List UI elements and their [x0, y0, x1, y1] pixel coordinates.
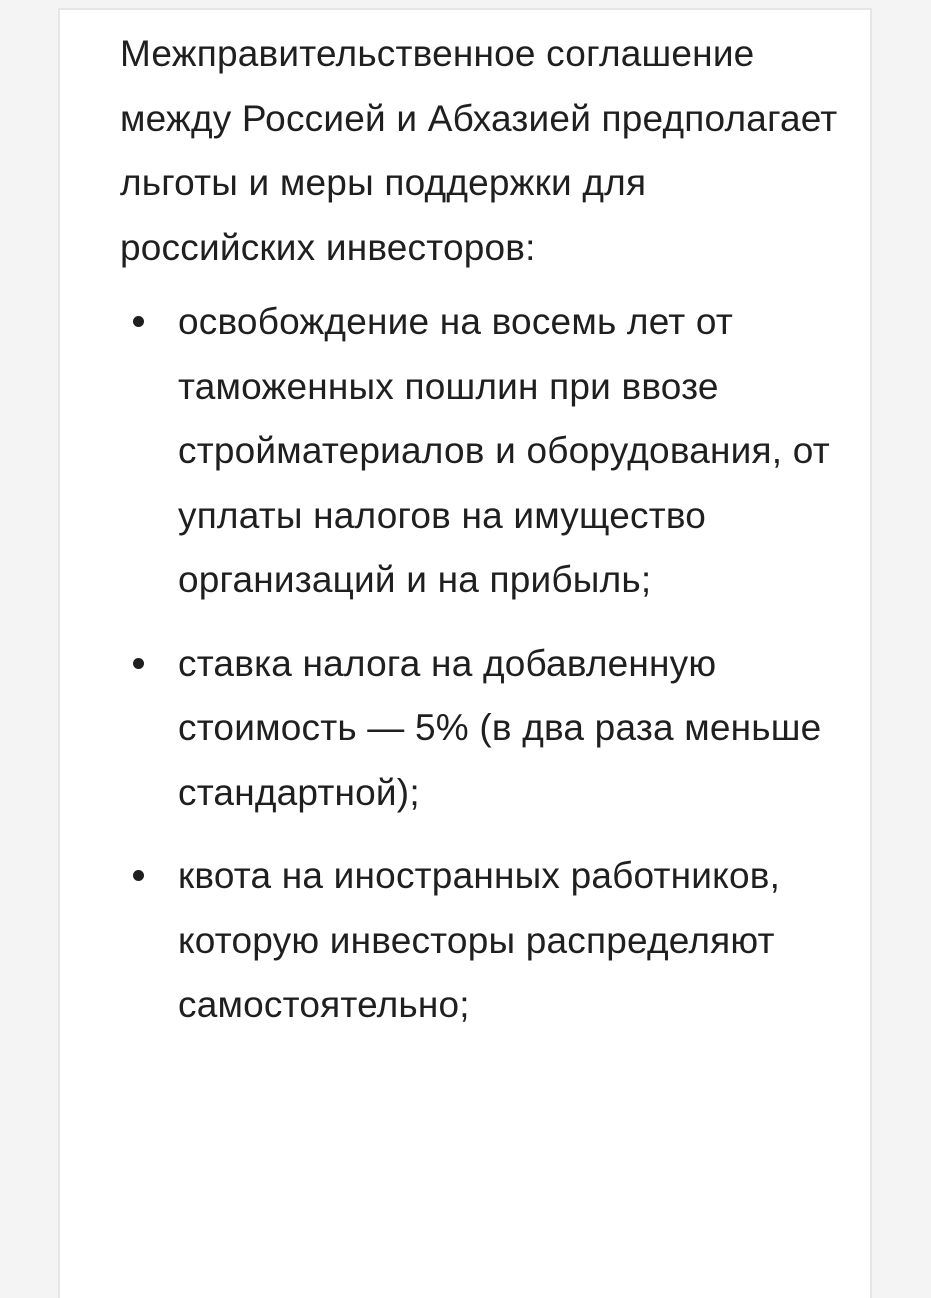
bullet-icon [133, 316, 144, 327]
benefits-list [120, 290, 840, 1038]
article-body [120, 22, 840, 1057]
list-item [120, 844, 840, 1038]
bullet-icon [133, 658, 144, 669]
intro-paragraph: Межправительственное соглашение между Россией и Абхазией предполагает льготы и меры поддержки для российских инвесторов: [120, 33, 838, 268]
bullet-icon [133, 870, 144, 881]
list-item [120, 632, 840, 826]
list-item-text: освобождение на восемь лет от таможенных пошлин при ввозе стройматериалов и оборудования, от уплаты налогов на имущество организаций и на прибыль; [178, 301, 830, 600]
list-item-text: ставка налога на добавленную стоимость — 5% (в два раза меньше стандартной); [178, 642, 822, 813]
list-item [120, 290, 840, 613]
list-item-text: квота на иностранных работников, которую инвесторы распределяют самостоятельно; [178, 855, 781, 1025]
